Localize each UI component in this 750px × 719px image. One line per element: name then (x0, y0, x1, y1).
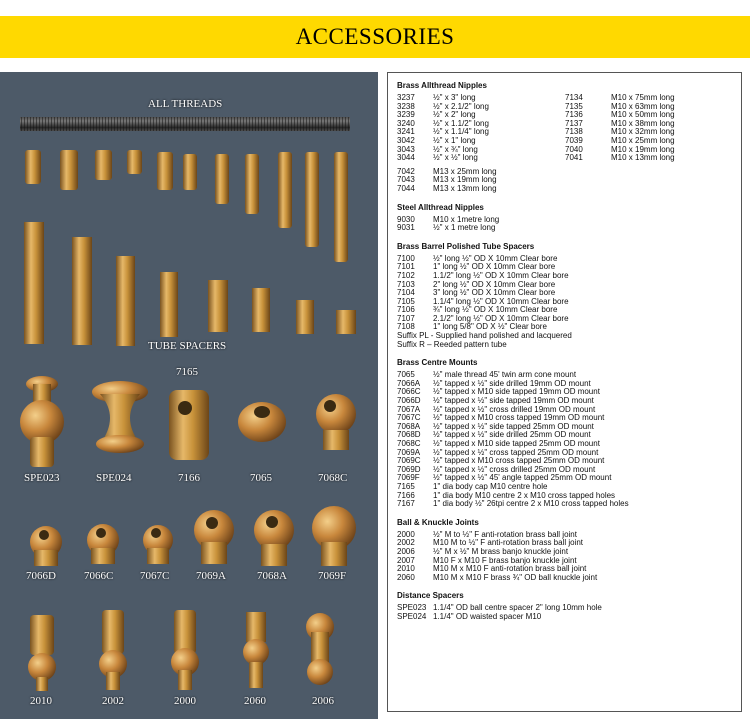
list-item: 7067C ½" tapped x M10 cross tapped 19mm OD mount (397, 413, 605, 423)
header-bar (0, 16, 750, 58)
list-item: 2000 ½" M to ½" F anti-rotation brass ball joint (397, 529, 577, 539)
list-item: 3238 ½" x 2.1/2" long (397, 101, 489, 111)
centre-mounts-row2 (30, 506, 356, 566)
list-item: 7134 M10 x 75mm long (565, 93, 675, 102)
label-row3-4: 2006 (312, 695, 334, 707)
list-item: 7065 ½" male thread 45' twin arm cone mount (397, 370, 577, 380)
list-item: 9031 ½" x 1 metre long (397, 223, 496, 233)
list-item: 7103 2" long ½" OD X 10mm Clear bore (397, 279, 556, 289)
list-item: 9030 M10 x 1metre long (397, 214, 500, 224)
list-item: 3042 ½" x 1" long (397, 135, 476, 145)
list-item: 7165 1" dia body cap M10 centre hole (397, 481, 548, 491)
list-item: 7068A ½" tapped x ½" side tapped 25mm OD mount (397, 421, 594, 431)
list-item: 7042 M13 x 25mm long (397, 166, 497, 176)
list-item: 7067A ½" tapped x ½" cross drilled 19mm OD mount (397, 404, 596, 414)
ball-knuckle-joints (28, 610, 334, 691)
list-item: 7167 1" dia body ½" 26tpi centre 2 x M10 cross tapped holes (397, 499, 629, 509)
list-item: 7068C ½" tapped x M10 side tapped 25mm OD mount (397, 439, 600, 448)
label-row2-5: 7069F (318, 570, 347, 582)
list-item: SPE023 1.1/4" OD ball centre spacer 2" long 10mm hole (397, 603, 602, 613)
list-item: 7136 M10 x 50mm long (565, 110, 675, 120)
list-item: 7066A ½" tapped x ½" side drilled 19mm OD mount (397, 378, 591, 388)
label-row3-3: 2060 (244, 695, 266, 707)
list-item: 3240 ½" x 1.1/2" long (397, 118, 489, 128)
list-item: 7043 M13 x 19mm long (397, 175, 497, 185)
list-item: 7041 M10 x 13mm long (565, 153, 675, 163)
list-item: 3241 ½" x 1.1/4" long (397, 127, 489, 137)
list-item: 7138 M10 x 32mm long (565, 127, 675, 137)
list-item: 7105 1.1/4" long ½" OD X 10mm Clear bore (397, 296, 569, 306)
label-row3-1: 2002 (102, 695, 124, 707)
list-item: 2002 M10 M to ½" F anti-rotation brass ball joint (397, 538, 584, 548)
distance-spacers-list (397, 604, 733, 621)
list-item: 2006 ½" M x ½" M brass banjo knuckle joint (397, 546, 569, 556)
list-item: 3237 ½" x 3" long (397, 93, 476, 102)
note: Suffix R – Reeded pattern tube (397, 339, 507, 349)
list-item: 7069C ½" tapped x M10 cross tapped 25mm OD mount (397, 456, 605, 466)
list-item: 7135 M10 x 63mm long (565, 101, 675, 111)
section-title-distance-spacers: Distance Spacers (397, 591, 464, 601)
page-title: ACCESSORIES (295, 24, 455, 49)
list-item: SPE024 1.1/4" OD waisted spacer M10 (397, 611, 542, 621)
centre-mounts-row1 (20, 376, 356, 467)
label-row1-2: 7166 (178, 472, 200, 484)
list-item: 7068D ½" tapped x ½" side drilled 25mm OD mount (397, 430, 591, 440)
label-7165: 7165 (176, 366, 198, 378)
list-item: 7069D ½" tapped x ½" cross drilled 25mm OD mount (397, 464, 596, 474)
list-item: 7100 ½" long ½" OD X 10mm Clear bore (397, 253, 558, 263)
section-title-ball-knuckle: Ball & Knuckle Joints (397, 517, 479, 527)
steel-allthread-list (397, 216, 733, 233)
section-title-tube-spacers: Brass Barrel Polished Tube Spacers (397, 241, 535, 251)
section-title-brass-allthread: Brass Allthread Nipples (397, 81, 487, 90)
tube-spacers-list (397, 255, 733, 350)
label-row1-4: 7068C (318, 472, 348, 484)
label-all-threads: ALL THREADS (148, 98, 223, 110)
all-thread-rod (20, 117, 350, 131)
list-item: 2010 M10 M x M10 F anti-rotation brass ball joint (397, 564, 587, 574)
list-item: 7040 M10 x 19mm long (565, 144, 675, 154)
list-item: 3239 ½" x 2" long (397, 110, 476, 120)
label-row3-2: 2000 (174, 695, 196, 707)
brass-allthread-list (397, 94, 733, 163)
list-item: 7104 3" long ½" OD X 10mm Clear bore (397, 288, 556, 298)
label-row3-0: 2010 (30, 695, 52, 707)
section-title-centre-mounts: Brass Centre Mounts (397, 358, 478, 368)
list-item: 7102 1.1/2" long ½" OD X 10mm Clear bore (397, 270, 569, 280)
label-row1-1: SPE024 (96, 472, 132, 484)
list-item: 2007 M10 F x M10 F brass banjo knuckle joint (397, 555, 577, 565)
centre-mounts-list (397, 371, 733, 509)
list-item: 2060 M10 M x M10 F brass ¾" OD ball knuckle joint (397, 572, 598, 582)
section-title-steel-allthread: Steel Allthread Nipples (397, 202, 484, 212)
list-item: 7166 1" dia body M10 centre 2 x M10 cross tapped holes (397, 490, 616, 500)
list-item: 7137 M10 x 38mm long (565, 118, 675, 128)
catalog-panel (387, 72, 742, 712)
label-row2-3: 7069A (196, 570, 226, 582)
list-item: 7039 M10 x 25mm long (565, 135, 675, 145)
brass-allthread-extra (397, 168, 733, 194)
label-row2-1: 7066C (84, 570, 114, 582)
label-row2-0: 7066D (26, 570, 56, 582)
product-photo-illustration (0, 72, 378, 719)
list-item: 7066C ½" tapped x M10 side tapped 19mm OD mount (397, 387, 600, 397)
list-item: 7108 1" long 5/8" OD X ½" Clear bore (397, 322, 547, 332)
label-row1-3: 7065 (250, 472, 272, 484)
list-item: 3044 ½" x ½" long (397, 153, 478, 163)
brass-allthread-left (397, 94, 565, 163)
label-tube-spacers: TUBE SPACERS (148, 340, 227, 352)
note: Suffix PL - Supplied hand polished and lacquered (397, 331, 572, 341)
list-item: 7107 2.1/2" long ½" OD X 10mm Clear bore (397, 313, 569, 323)
label-row2-2: 7067C (140, 570, 170, 582)
list-item: 7069A ½" tapped x ½" cross tapped 25mm OD mount (397, 447, 599, 457)
list-item: 7069F ½" tapped x ½" 45' angle tapped 25mm OD mount (397, 473, 612, 483)
product-photo (0, 72, 378, 719)
brass-allthread-right (565, 94, 733, 163)
label-row1-0: SPE023 (24, 472, 60, 484)
list-item: 7101 1" long ½" OD X 10mm Clear bore (397, 262, 556, 272)
list-item: 7066D ½" tapped x ½" side tapped 19mm OD mount (397, 396, 594, 406)
list-item: 7106 ¾" long ½" OD X 10mm Clear bore (397, 305, 558, 315)
list-item: 3043 ½" x ¾" long (397, 144, 478, 154)
list-item: 7044 M13 x 13mm long (397, 183, 497, 193)
label-row2-4: 7068A (257, 570, 287, 582)
ball-knuckle-list (397, 531, 733, 583)
